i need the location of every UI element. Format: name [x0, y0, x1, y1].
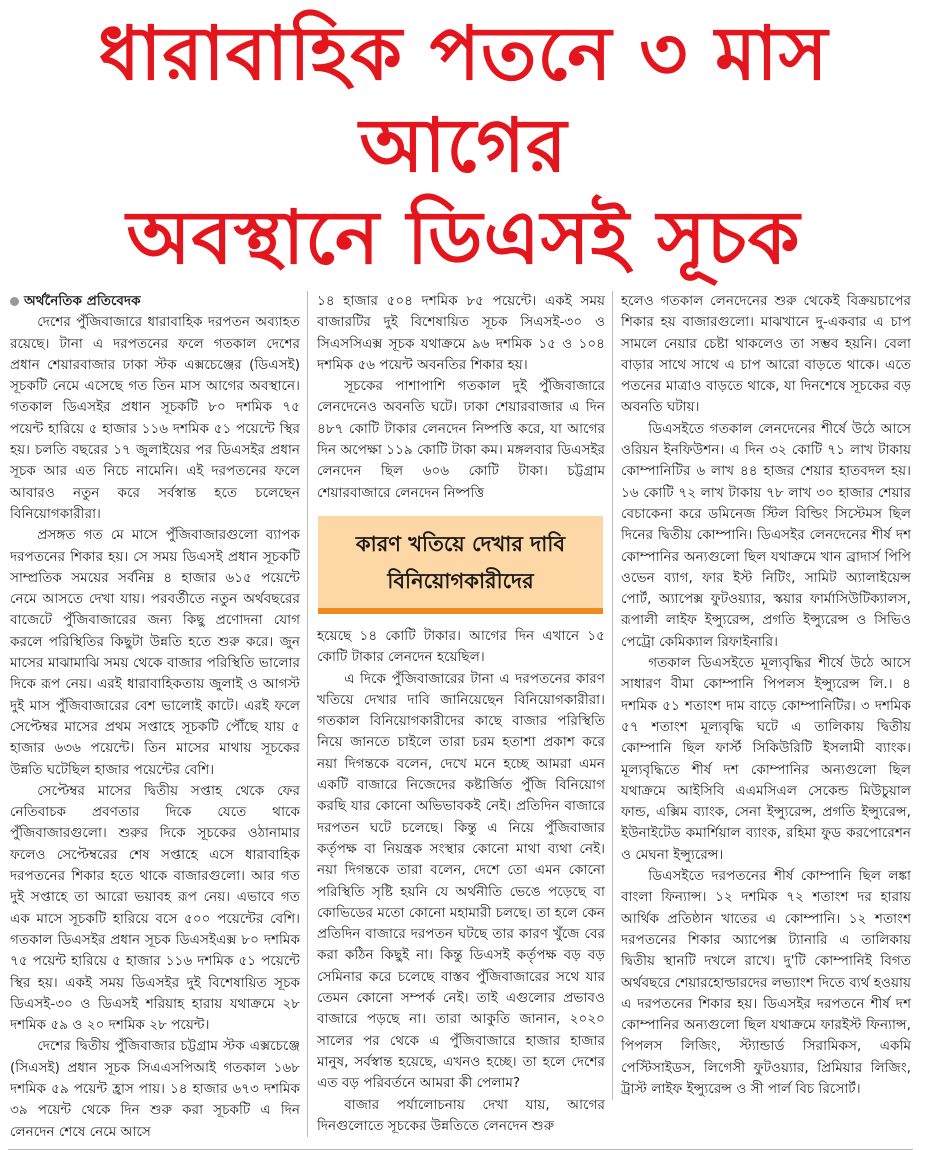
article-column-3: [612, 291, 913, 1100]
headline-block: [0, 0, 927, 284]
paragraph: সূচকের পাশাপাশি গতকাল দুই পুঁজিবাজারে লেনদেনেও অবনতি ঘটে। ঢাকা শেয়ারবাজার এ দিন ৪৮৭ কোটি টাকার লেনদেন নিষ্পত্তি করে, যা আগের দিন অপেক্ষা ১১৯ কোটি টাকা কম। মঙ্গলবার ডিএসইর লেনদেন ছিল ৬০৬ কোটি টাকা। চট্টগ্রাম শেয়ারবাজারে লেনদেন নিষ্পত্তি: [317, 378, 605, 501]
paragraph: এ দিকে পুঁজিবাজারের টানা এ দরপতনের কারণ খতিয়ে দেখার দাবি জানিয়েছেন বিনিয়োগকারীরা। গতকাল বিনিয়োগকারীদের কাছে বাজার পরিস্থিতি নিয়ে জানতে চাইলে তারা চরম হতাশা প্রকাশ করে নয়া দিগন্তকে বলেন, দেখে মনে হচ্ছে আমরা এমন একটি বাজারে নিজেদের কষ্টার্জিত পুঁজি বিনিয়োগ করছি যার কোনো অভিভাবকই নেই। প্রতিদিন বাজারে দরপতন ঘটে চলেছে। কিন্তু এ নিয়ে পুঁজিবাজার কর্তৃপক্ষ বা নিয়ন্ত্রক সংস্থার কোনো মাথা ব্যথা নেই। নয়া দিগন্তকে তারা বলেন, দেশে তো এমন কোনো পরিস্থিতি সৃষ্টি হয়নি যে অর্থনীতি ভেঙে পড়েছে বা কোভিডের মতো কোনো মহামারী চলছে। তা হলে কেন প্রতিদিন বাজারে দরপতন ঘটছে তার কারণ খুঁজে বের করা কঠিন কিছুই না। কিন্তু ডিএসই কর্তৃপক্ষ বড় বড় সেমিনার করে চলেছে বাস্তব পুঁজিবাজারের সথে যার তেমন কোনো সম্পর্ক নেই। তাই এগুলোর প্রভাবও বাজারে পড়ছে না। তারা আকুতি জানান, ২০২০ সালের পর থেকে এ পুঁজিবাজারে হাজার হাজার মানুষ, সর্বস্বান্ত হয়েছে, এখনও হচ্ছে। তা হলে দেশের এত বড় পরিবর্তনে আমরা কী পেলাম?: [317, 670, 605, 1092]
article-column-1: [8, 291, 307, 1143]
subhead-line-1: কারণ খতিয়ে দেখার দাবি: [355, 531, 566, 556]
paragraph: বাজার পর্যালোচনায় দেখা যায়, আগের দিনগুলোতে সূচকের উন্নতিতে লেনদেন শুরু: [317, 1096, 605, 1134]
article-column-2: [307, 291, 612, 1137]
byline: [10, 291, 300, 312]
paragraph: দেশের পুঁজিবাজারে ধারাবাহিক দরপতন অব্যাহত রয়েছে। টানা এ দরপতনের ফলে গতকাল দেশের প্রধান শেয়ারবাজার ঢাকা স্টক এক্সচেঞ্জের (ডিএসই) সূচকটি নেমে এসেছে গত তিন মাস আগের অবস্থানে। গতকাল ডিএসইর প্রধান সূচকটি ৮০ দশমিক ৭৫ পয়েন্ট হারিয়ে ৫ হাজার ১১৬ দশমিক ৫১ পয়েন্টে স্থির হয়। চলতি বছরের ১৭ জুলাইয়ের পর ডিএসইর প্রধান সূচক আর এত নিচে নামেনি। এই দরপতনের ফলে আবারও নতুন করে সর্বস্বান্ত হতে চলেছেন বিনিয়োগকারীরা।: [10, 314, 300, 522]
article-body: [8, 291, 913, 1150]
paragraph: ডিএসইতে দরপতনের শীর্ষ কোম্পানি ছিল লঙ্কা বাংলা ফিন্যান্স। ১২ দশমিক ৭২ শতাংশ দর হারায় আর্থিক প্রতিষ্ঠান খাতের এ কোম্পানি। ১২ শতাংশ দরপতনের শিকার অ্যাপেক্স ট্যানারি এ তালিকায় দ্বিতীয় স্থানটি দখলে রাখে। দু'টি কোম্পানিই বিগত অর্থবছরে শেয়ারহোল্ডারদের লভ্যাংশ দিতে ব্যর্থ হওয়ায় এ দরপতনের শিকার হয়। ডিএসইর দরপতনে শীর্ষ দশ কোম্পানির অন্যগুলো ছিল যথাক্রমে ফারইস্ট ফিন্যান্স, পিপলস লিজিং, স্ট্যান্ডার্ড সিরামিকস, একমি পেস্টিসাইডস, লিগেসী ফুটওয়্যার, প্রিমিয়ার লিজিং, ট্রাস্ট লাইফ ইন্স্যুরেন্স ও সী পার্ল বিচ রিসোর্ট।: [621, 868, 911, 1097]
headline-line-2: অবস্থানে ডিএসই সূচক: [126, 195, 801, 281]
paragraph: ডিএসইতে গতকাল লেনদেনের শীর্ষে উঠে আসে ওরিয়ন ইনফিউশন। এ দিন ৩২ কোটি ৭১ লাখ টাকায় কোম্পানিটির ৬ লাখ ৪৪ হাজর শেয়ার হাতবদল হয়। ১৬ কোটি ৭২ লাখ টাকায় ৭৮ লাখ ৩০ হাজার শেয়ার বেচাকেনা করে ডমিনেজ স্টিল বিল্ডিং সিস্টেমস ছিল দিনের দ্বিতীয় কোম্পানি। ডিএসইর লেনদেনের শীর্ষ দশ কোম্পানির অন্যগুলো ছিল যথাক্রমে খান ব্রাদার্স পিপি ওভেন ব্যাগ, ফার ইস্ট নিটিং, সামিট অ্যালাইয়েন্স পোর্ট, অ্যাপেক্স ফুটওয়্যার, স্কয়ার ফার্মাসিউটিক্যালস, রূপালী লাইফ ইন্স্যুরেন্স, প্রগতি ইন্স্যুরেন্স ও সিভিও পেট্রো কেমিক্যাল রিফাইনারি।: [621, 420, 911, 650]
paragraph: প্রসঙ্গত গত মে মাসে পুঁজিবাজারগুলো ব্যাপক দরপতনের শিকার হয়। সে সময় ডিএসই প্রধান সূচকটি সাম্প্রতিক সময়ের সর্বনিম্ন ৪ হাজার ৬১৫ পয়েন্টে নেমে আসতে দেখা যায়। পরবর্তীতে নতুন অর্থবছরের বাজেটে পুঁজিবাজারের জন্য কিছু প্রণোদনা যোগ করলে পরিস্থিতির কিছুটা উন্নতি হতে শুরু করে। জুন মাসের মাঝামাঝি সময় থেকে বাজার পরিস্থিতি ভালোর দিকে রূপ নেয়। এরই ধারাবাহিকতায় জুলাই ও আগস্ট দুই মাস পুঁজিবাজারের বেশ ভালোই কাটে। এরই ফলে সেপ্টেম্বর মাসের প্রথম সপ্তাহে সূচকটি পৌঁছে যায় ৫ হাজার ৬৩৬ পয়েন্টে। তিন মাসের মাথায় সূচকের উন্নতি ঘটেছিল হাজার পয়েন্টের বেশি।: [10, 527, 300, 778]
headline-line-1: ধারাবাহিক পতনে ৩ মাস আগের: [98, 11, 829, 189]
subhead-line-2: বিনিয়োগকারীদের: [387, 568, 534, 593]
byline-text: অর্থনৈতিক প্রতিবেদক: [24, 293, 141, 309]
paragraph: ১৪ হাজার ৫০৪ দশমিক ৮৫ পয়েন্টে। একই সময় বাজারটির দুই বিশেষায়িত সূচক সিএসই-৩০ ও সিএসসিএক্স সূচক যথাক্রমে ৯৬ দশমিক ১৫ ও ১০৪ দশমিক ৫৬ পয়েন্ট অবনতির শিকার হয়।: [317, 293, 605, 373]
subhead-box: [318, 516, 603, 614]
paragraph: দেশের দ্বিতীয় পুঁজিবাজার চট্টগ্রাম স্টক এক্সচেঞ্জে (সিএসই) প্রধান সূচক সিএএসপিআই গতকাল ১৬৮ দশমিক ৫৯ পয়েন্ট হ্রাস পায়। ১৪ হাজার ৬৭৩ দশমিক ৩৯ পয়েন্ট থেকে দিন শুরু করা সূচকটি এ দিন লেনদেন শেষে নেমে আসে: [10, 1038, 300, 1140]
paragraph: হয়েছে ১৪ কোটি টাকার। আগের দিন এখানে ১৫ কোটি টাকার লেনদেন হয়েছিল।: [317, 627, 605, 666]
paragraph: গতকাল ডিএসইতে মূল্যবৃদ্ধির শীর্ষে উঠে আসে সাধারণ বীমা কোম্পানি পিপলস ইন্স্যুরেন্স লি.। ৪ দশমিক ৫১ শতাংশ দাম বাড়ে কোম্পানিটির। ৩ দশমিক ৫৭ শতাংশ মূল্যবৃদ্ধি ঘটে এ তালিকায় দ্বিতীয় কোম্পানি ছিল ফার্স্ট সিকিউরিটি ইসলামী ব্যাংক। মূল্যবৃদ্ধিতে শীর্ষ দশ কোম্পানির অন্যগুলো ছিল যথাক্রমে আইসিবি এএমসিএল সেকেন্ড মিউচুয়াল ফান্ড, এক্সিম ব্যাংক, সেনা ইন্স্যুরেন্স, প্রগতি ইন্স্যুরেন্স, ইউনাইটেড কমার্শিয়াল ব্যাংক, রহিমা ফুড করপোরেশন ও মেঘনা ইন্স্যুরেন্স।: [621, 655, 911, 863]
paragraph: হলেও গতকাল লেনদেনের শুরু থেকেই বিক্রয়চাপের শিকার হয় বাজারগুলো। মাঝখানে দু-একবার এ চাপ সামলে নেয়ার চেষ্টা থাকলেও তা সম্ভব হয়নি। বেলা বাড়ার সাথে সাথে এ চাপ আরো বাড়তে থাকে। এতে পতনের মাত্রাও বাড়তে থাকে, যা দিনশেষে সূচকের বড় অবনতি ঘটায়।: [621, 293, 911, 416]
bullet-icon: [10, 297, 19, 306]
paragraph: সেপ্টেম্বর মাসের দ্বিতীয় সপ্তাহ থেকে ফের নেতিবাচক প্রবণতার দিকে যেতে থাকে পুঁজিবাজারগুলো। শুরুর দিকে সূচকের ওঠানামার ফলেও সেপ্টেম্বরের শেষ সপ্তাহে এসে ধারাবাহিক দরপতনের শিকার হতে থাকে বাজারগুলো। আর গত দুই সপ্তাহে তা আরো ভয়াবহ রূপ নেয়। এভাবে গত এক মাসে সূচকটি হারিয়ে বসে ৫০০ পয়েন্টের বেশি। গতকাল ডিএসইর প্রধান সূচক ডিএসইএক্স ৮০ দশমিক ৭৫ পয়েন্ট হারিয়ে ৫ হাজার ১১৬ দশমিক ৫১ পয়েন্টে স্থির হয়। একই সময় ডিএসইর দুই বিশেষায়িত সূচক ডিএসই-৩০ ও ডিএসই শরিয়াহ হারায় যথাক্রমে ২৮ দশমিক ৫৯ ও ২০ দশমিক ২৮ পয়েন্ট।: [10, 782, 300, 1034]
